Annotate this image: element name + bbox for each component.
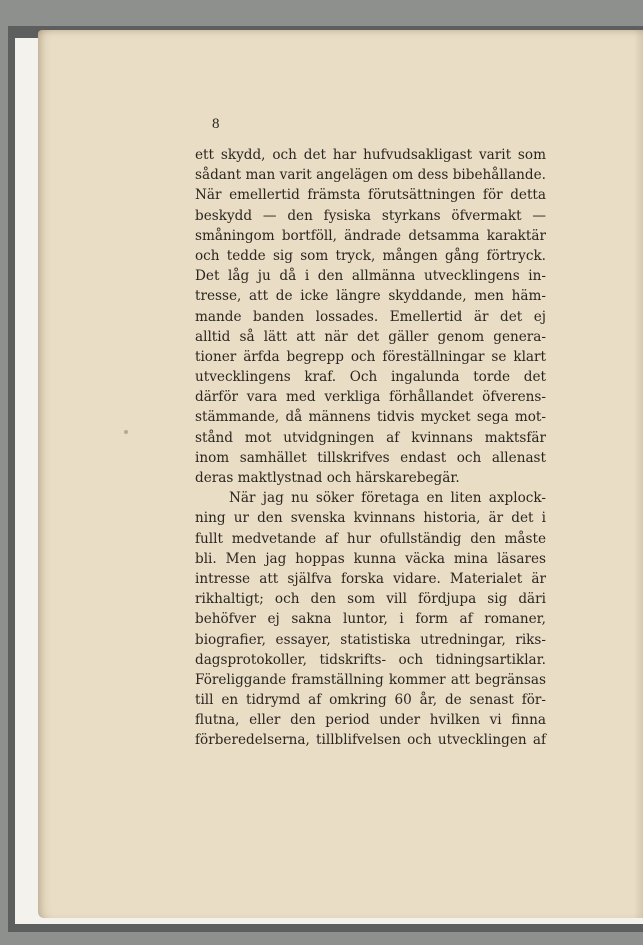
text-line: fullt medvetande af hur ofullständig den måste: [195, 530, 546, 547]
page-edge-shadow: [634, 30, 643, 918]
page-number: 8: [212, 116, 220, 132]
text-line: till en tidrymd af omkring 60 år, de senast för-: [195, 692, 546, 709]
text-line: behöfver ej sakna luntor, i form af romaner,: [195, 611, 546, 628]
body-text: [195, 145, 546, 751]
text-line: bli. Men jag hoppas kunna väcka mina läsares: [195, 550, 546, 567]
text-line: Det låg ju då i den allmänna utvecklingens in-: [195, 268, 546, 285]
text-line: sådant man varit angelägen om dess bibehållande.: [195, 167, 546, 184]
text-line: mande banden lossades. Emellertid är det ej: [195, 308, 546, 325]
text-line: När emellertid främsta förutsättningen för detta: [195, 187, 546, 204]
text-line: inom samhället tillskrifves endast och allenast: [195, 449, 546, 466]
text-line: ning ur den svenska kvinnans historia, är det i: [195, 510, 546, 527]
text-line: dagsprotokoller, tidskrifts- och tidningsartiklar.: [195, 651, 546, 668]
text-line: stämmande, då männens tidvis mycket sega mot-: [195, 409, 546, 426]
text-line: alltid så lätt att när det gäller genom genera-: [195, 328, 546, 345]
text-line: småningom bortföll, ändrade detsamma karaktär: [195, 227, 546, 244]
text-line: biografier, essayer, statistiska utredningar, riks-: [195, 631, 546, 648]
text-line: stånd mot utvidgningen af kvinnans maktsfär: [195, 429, 546, 446]
paper-spot: [124, 430, 128, 434]
text-line: flutna, eller den period under hvilken vi finna: [195, 712, 546, 729]
text-line: utvecklingens kraf. Och ingalunda torde det: [195, 369, 546, 386]
text-line: tresse, att de icke längre skyddande, men häm-: [195, 288, 546, 305]
text-line: och tedde sig som tryck, mången gång förtryck.: [195, 247, 546, 264]
text-line: förberedelserna, tillblifvelsen och utvecklingen af: [195, 732, 546, 749]
text-line: När jag nu söker företaga en liten axplock-: [229, 490, 546, 507]
text-line: beskydd — den fysiska styrkans öfvermakt —: [195, 207, 546, 224]
text-line: intresse att själfva forska vidare. Materialet är: [195, 570, 546, 587]
text-line: deras maktlystnad och härskarebegär.: [195, 470, 460, 486]
text-line: rikhaltigt; och den som vill fördjupa sig däri: [195, 591, 546, 608]
text-line: Föreliggande framställning kommer att begränsas: [195, 671, 546, 688]
text-line: tioner ärfda begrepp och föreställningar se klart: [195, 348, 546, 365]
text-line: ett skydd, och det har hufvudsakligast varit som: [195, 147, 546, 163]
text-line: därför vara med verkliga förhållandet öfverens-: [195, 389, 546, 406]
